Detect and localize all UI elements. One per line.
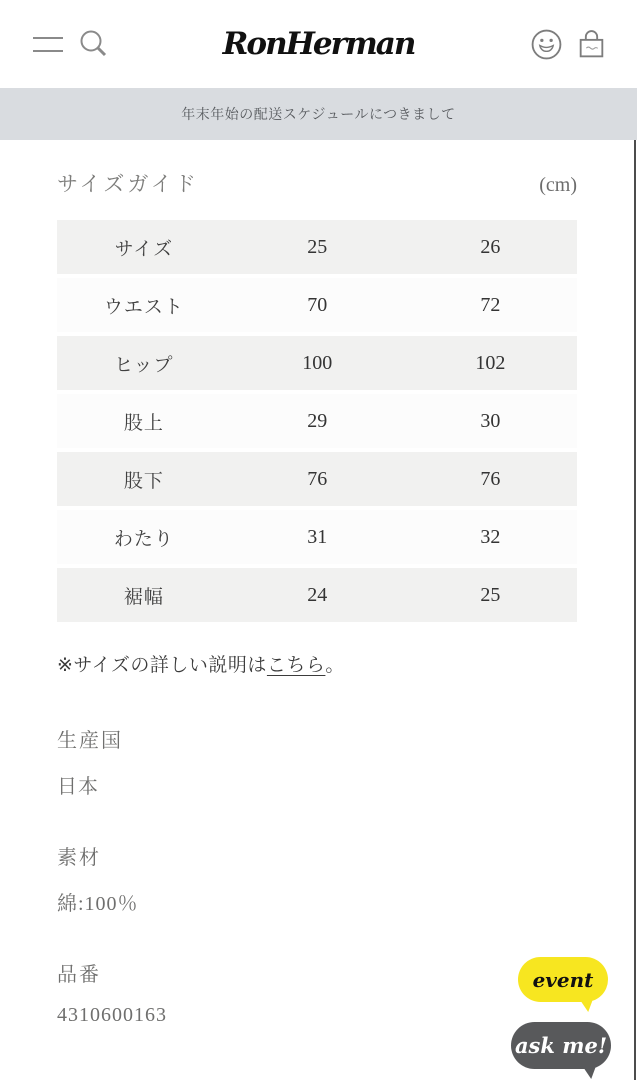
row-label: ウエスト bbox=[103, 296, 184, 318]
product-info bbox=[57, 724, 577, 1027]
row-value: 29 bbox=[307, 409, 328, 432]
ron-herman-logo[interactable]: RonHerman bbox=[222, 26, 415, 62]
info-block-country bbox=[57, 724, 577, 799]
info-block-item-number bbox=[57, 958, 577, 1027]
row-label: わたり bbox=[113, 528, 174, 550]
row-value: 102 bbox=[475, 351, 506, 374]
row-label: 股上 bbox=[123, 412, 164, 434]
smiley-face-icon[interactable] bbox=[530, 28, 563, 61]
row-label: サイズ bbox=[114, 238, 174, 260]
row-value: 100 bbox=[302, 351, 333, 374]
row-value: 25 bbox=[480, 583, 501, 606]
info-label: 生産国 bbox=[57, 730, 123, 752]
info-block-material bbox=[57, 841, 577, 916]
hamburger-line bbox=[33, 50, 63, 52]
size-detail-link[interactable]: こちら bbox=[266, 655, 326, 676]
row-value: 25 bbox=[307, 235, 328, 258]
table-row bbox=[57, 336, 577, 394]
size-guide-title: サイズガイド bbox=[57, 172, 199, 196]
size-note bbox=[57, 650, 577, 677]
size-guide-unit: (cm) bbox=[539, 174, 577, 196]
hamburger-menu-icon[interactable] bbox=[33, 33, 65, 55]
header-left-group bbox=[33, 28, 109, 60]
info-value: 4310600163 bbox=[57, 1004, 167, 1026]
table-row bbox=[57, 278, 577, 336]
row-value: 76 bbox=[307, 467, 328, 490]
row-label: 裾幅 bbox=[123, 586, 164, 608]
table-row bbox=[57, 568, 577, 626]
info-label: 素材 bbox=[57, 847, 101, 869]
table-row bbox=[57, 452, 577, 510]
size-note-period: 。 bbox=[325, 655, 345, 676]
scrollbar-thumb[interactable] bbox=[634, 140, 636, 1080]
announcement-text: 年末年始の配送スケジュールにつきまして bbox=[181, 106, 456, 122]
shopping-bag-icon[interactable] bbox=[575, 28, 608, 61]
row-value: 26 bbox=[480, 235, 501, 258]
row-value: 76 bbox=[480, 467, 501, 490]
size-note-text: ※サイズの詳しい説明は bbox=[57, 655, 267, 676]
event-bubble-button[interactable] bbox=[518, 957, 608, 1002]
table-row bbox=[57, 220, 577, 278]
row-label: ヒップ bbox=[114, 354, 174, 376]
table-row bbox=[57, 394, 577, 452]
ask-me-bubble-button[interactable] bbox=[511, 1022, 611, 1069]
header-right-group bbox=[530, 28, 608, 61]
hamburger-line bbox=[33, 37, 63, 39]
header bbox=[0, 0, 637, 88]
size-guide-header bbox=[57, 168, 577, 198]
ask-me-bubble-label: ask me! bbox=[514, 1033, 608, 1058]
info-label: 品番 bbox=[57, 964, 101, 986]
info-value: 綿:100％ bbox=[57, 893, 139, 915]
search-icon[interactable] bbox=[77, 28, 109, 60]
row-value: 72 bbox=[480, 293, 501, 316]
row-value: 30 bbox=[480, 409, 501, 432]
row-value: 70 bbox=[307, 293, 328, 316]
row-label: 股下 bbox=[123, 470, 164, 492]
announcement-banner[interactable] bbox=[0, 88, 637, 140]
row-value: 32 bbox=[480, 525, 501, 548]
row-value: 24 bbox=[307, 583, 328, 606]
size-table bbox=[57, 220, 577, 626]
row-value: 31 bbox=[307, 525, 328, 548]
main-content bbox=[0, 140, 637, 1027]
table-row bbox=[57, 510, 577, 568]
event-bubble-label: event bbox=[532, 967, 594, 992]
info-value: 日本 bbox=[57, 776, 99, 798]
